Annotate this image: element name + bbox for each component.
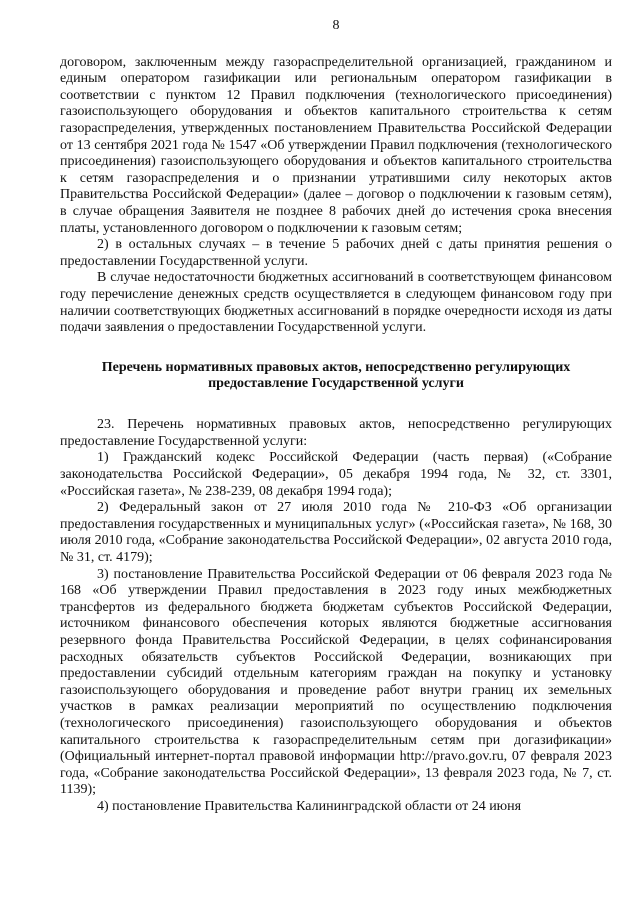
section-heading-line-2: предоставление Государственной услуги [208, 376, 464, 392]
paragraph-civil-code: 1) Гражданский кодекс Российской Федерации (часть первая) («Собрание законодательства Российской Федерации», 05 декабря 1994 года, № 32, ст. 3301, «Российская газета», № 238-239, 08 декабря 1994 года); [60, 450, 612, 499]
paragraph-government-decree-168: 3) постановление Правительства Российской Федерации от 06 февраля 2023 года № 168 «Об утверждении Правил предоставления в 2023 году иных межбюджетных трансфертов из федерального бюджета бюджетам субъектов Российской Федерации, источником финансового обеспечения которых являются бюджетные ассигнования резервного фонда Правительства Российской Федерации, в целях софинансирования расходных обязательств субъектов Российской Федерации, возникающих при предоставлении субсидий отдельным категориям граждан на покупку и установку газоиспользующего оборудования и проведение работ внутри границ их земельных участков в рамках реализации мероприятий по осуществлению подключения (технологического присоединения) газоиспользующего оборудования и объектов капитального строительства к газораспределительным сетям при догазификации» (Официальный интернет-портал правовой информации http://pravo.gov.ru, 07 февраля 2023 года, «Собрание законодательства Российской Федерации», 13 февраля 2023 года, № 7, ст. 1139); [60, 566, 612, 798]
paragraph-federal-law-210: 2) Федеральный закон от 27 июля 2010 года № 210-ФЗ «Об организации предоставления государственных и муниципальных услуг» («Российская газета», № 168, 30 июля 2010 года, «Собрание законодательства Российской Федерации», 02 августа 2010 года, № 31, ст. 4179); [60, 500, 612, 566]
paragraph-kaliningrad-decree: 4) постановление Правительства Калининградской области от 24 июня [97, 798, 522, 814]
paragraph-contract-continuation: договором, заключенным между газораспределительной организацией, гражданином и единым оператором газификации или региональным оператором газификации в соответствии с пунктом 12 Правил подключения (технологического присоединения) газоиспользующего оборудования и объектов капитального строительства к сетям газораспределения, утвержденных постановлением Правительства Российской Федерации от 13 сентября 2021 года № 1547 «Об утверждении Правил подключения (технологического присоединения) газоиспользующего оборудования и объектов капитального строительства к сетям газораспределения и о признании утратившими силу некоторых актов Правительства Российской Федерации» (далее – договор о подключении к газовым сетям), в случае обращения Заявителя не позднее 8 рабочих дней до истечения срока внесения платы, установленного договором о подключении к газовым сетям; [60, 54, 612, 236]
section-heading [60, 360, 612, 394]
document-page [60, 18, 612, 816]
paragraph-item-23: 23. Перечень нормативных правовых актов, непосредственно регулирующих предоставление Государственной услуги: [60, 417, 612, 449]
page-number: 8 [332, 18, 340, 33]
paragraph-budget-insufficiency: В случае недостаточности бюджетных ассигнований в соответствующем финансовом году перечисление денежных средств осуществляется в следующем финансовом году при наличии соответствующих бюджетных ассигнований в порядке очередности исходя из даты подачи заявления о предоставлении Государственной услуги. [60, 270, 612, 336]
section-heading-line-1: Перечень нормативных правовых актов, непосредственно регулирующих [101, 359, 571, 375]
paragraph-other-cases: 2) в остальных случаях – в течение 5 рабочих дней с даты принятия решения о предоставлении Государственной услуги. [60, 237, 612, 269]
